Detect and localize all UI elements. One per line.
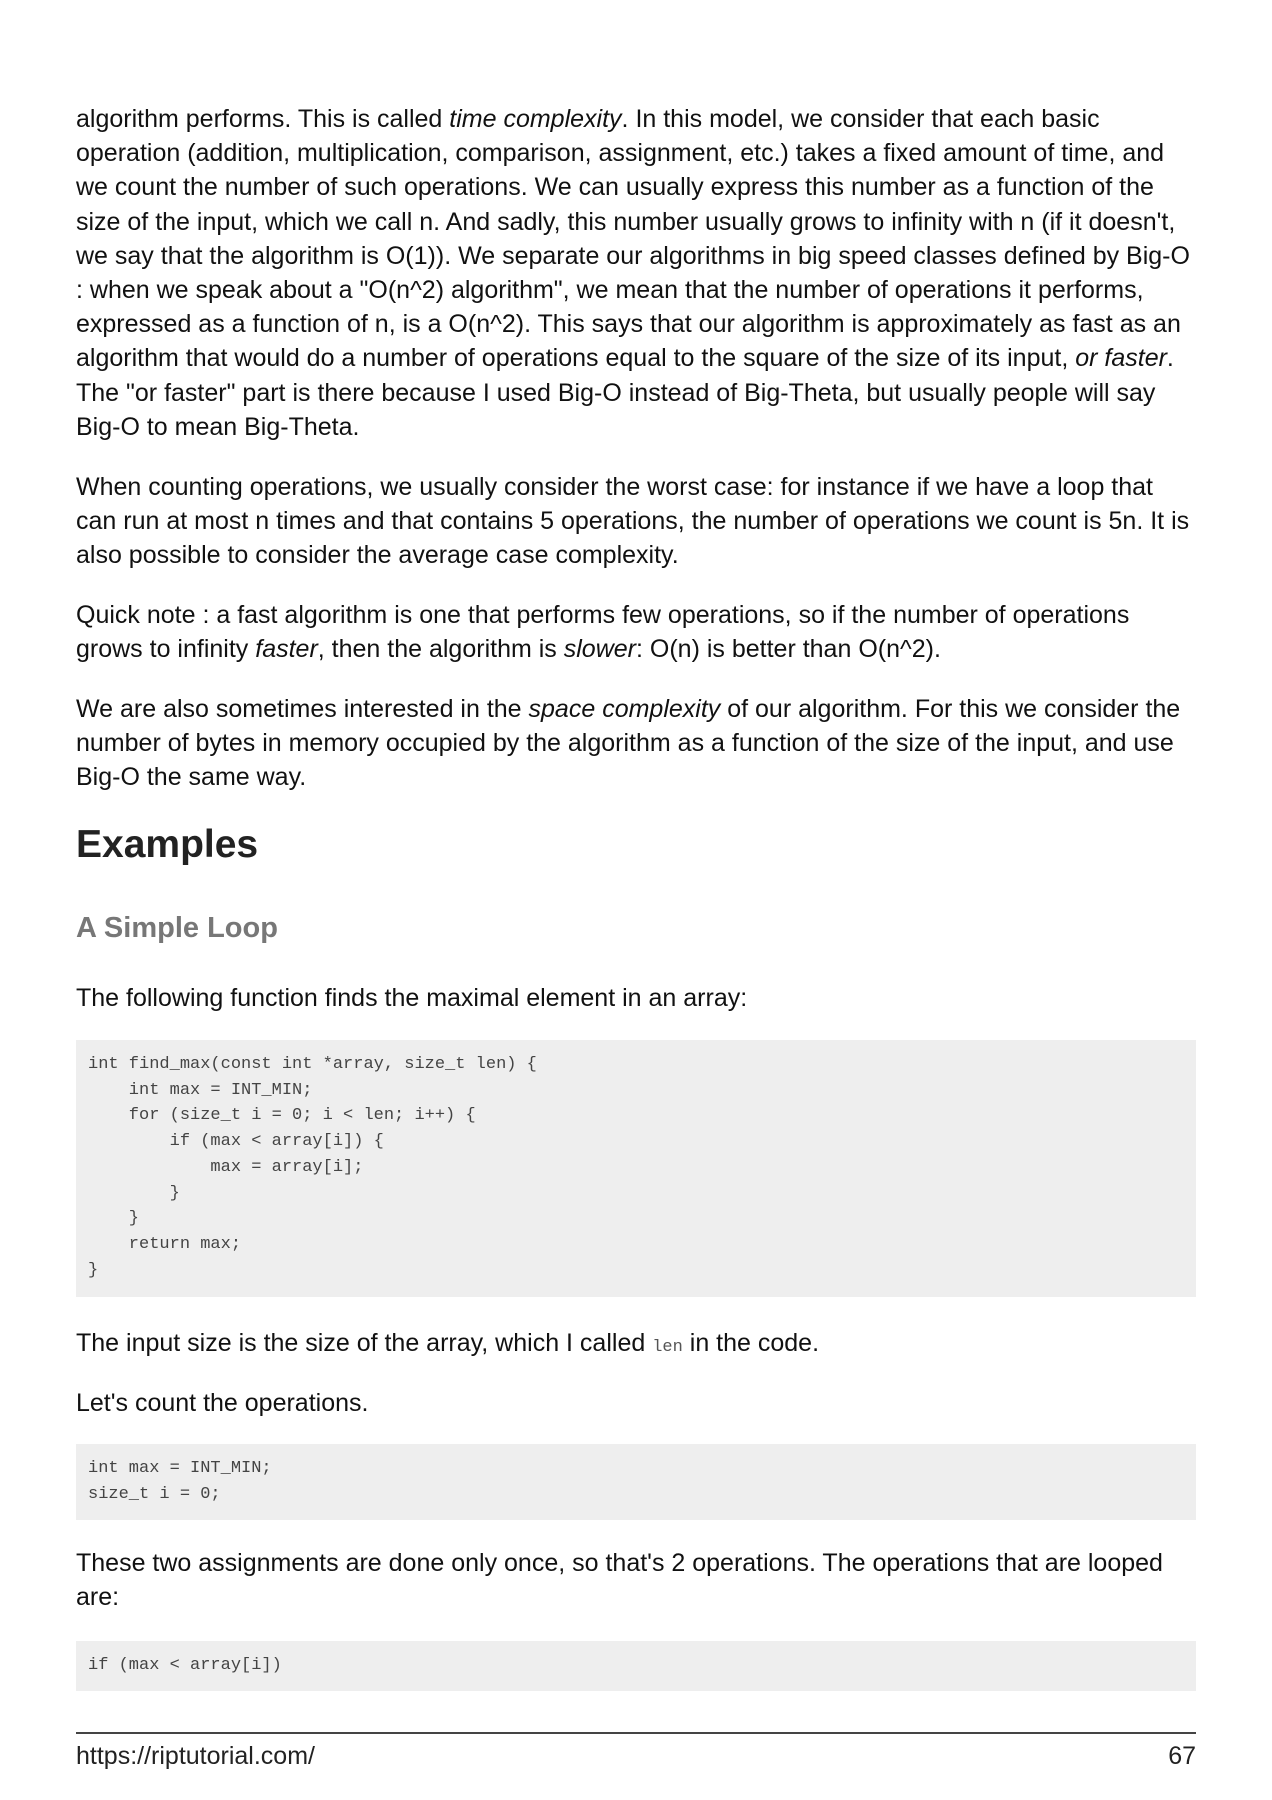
input-size-paragraph (76, 1326, 819, 1365)
input-size-text-a: The input size is the size of the array, which I called (76, 1329, 653, 1357)
following-function-paragraph: The following function finds the maximal element in an array: (76, 984, 748, 1012)
len-inline-code: len (652, 1338, 683, 1357)
footer-url: https://riptutorial.com/ (76, 1742, 315, 1770)
input-size-text-b: in the code. (682, 1329, 820, 1357)
quick-note-paragraph (76, 598, 1196, 666)
space-text-a: We are also sometimes interested in the (76, 695, 529, 723)
or-faster-emphasis: or faster (1075, 344, 1167, 373)
find-max-code-block: int find_max(const int *array, size_t len) { int max = INT_MIN; for (size_t i = 0; i < len; i++) { if (max < array[i]) { max = array[i]; } } return max; } (76, 1040, 1196, 1297)
intro-text-b: . In this model, we consider that each basic operation (addition, multiplication, comparison, assignment, etc.) takes a fixed amount of time, and we count the number of such operations. We can usually express this number as a function of the size of the input, which we call n. And sadly, this number usually grows to infinity with n (if it doesn't, we say that the algorithm is O(1)). We separate our algorithms in big speed classes defined by Big-O : when we speak about a "O(n^2) algorithm", we mean that the number of operations it performs, expressed as a function of n, is a O(n^2). This says that our algorithm is approximately as fast as an algorithm that would do a number of operations equal to the square of the size of its input, (76, 105, 1190, 373)
space-complexity-emphasis: space complexity (528, 695, 721, 723)
quick-note-text-b: , then the algorithm is (317, 635, 564, 664)
faster-emphasis: faster (255, 635, 318, 664)
page-number: 67 (1168, 1742, 1196, 1770)
intro-paragraph (76, 102, 1196, 444)
intro-text-a: algorithm performs. This is called (76, 105, 450, 133)
examples-heading: Examples (76, 823, 259, 866)
intro-text-c: . The "or faster" part is there because I used Big-O instead of Big-Theta, but usually people will say Big-O to mean Big-Theta. (76, 344, 1174, 441)
lets-count-paragraph: Let's count the operations. (76, 1389, 369, 1417)
quick-note-text-a: Quick note : a fast algorithm is one that performs few operations, so if the number of operations grows to infinity (76, 601, 1130, 664)
space-text-b: of our algorithm. For this we consider the number of bytes in memory occupied by the algorithm as a function of the size of the input, and use Big-O the same way. (76, 695, 1181, 792)
space-complexity-paragraph (76, 692, 1196, 795)
quick-note-text-c: : O(n) is better than O(n^2). (636, 635, 941, 664)
assignments-code-block: int max = INT_MIN; size_t i = 0; (76, 1444, 1196, 1520)
slower-emphasis: slower (563, 635, 636, 664)
footer-divider (76, 1732, 1196, 1734)
time-complexity-emphasis: time complexity (449, 105, 622, 133)
worst-case-paragraph: When counting operations, we usually consider the worst case: for instance if we have a loop that can run at most n times and that contains 5 operations, the number of operations we count is 5n. It is also possible to consider the average case complexity. (76, 473, 1190, 570)
simple-loop-heading: A Simple Loop (76, 912, 278, 944)
if-code-block: if (max < array[i]) (76, 1641, 1196, 1691)
two-assignments-paragraph: These two assignments are done only once, so that's 2 operations. The operations that are looped are: (76, 1549, 1163, 1612)
